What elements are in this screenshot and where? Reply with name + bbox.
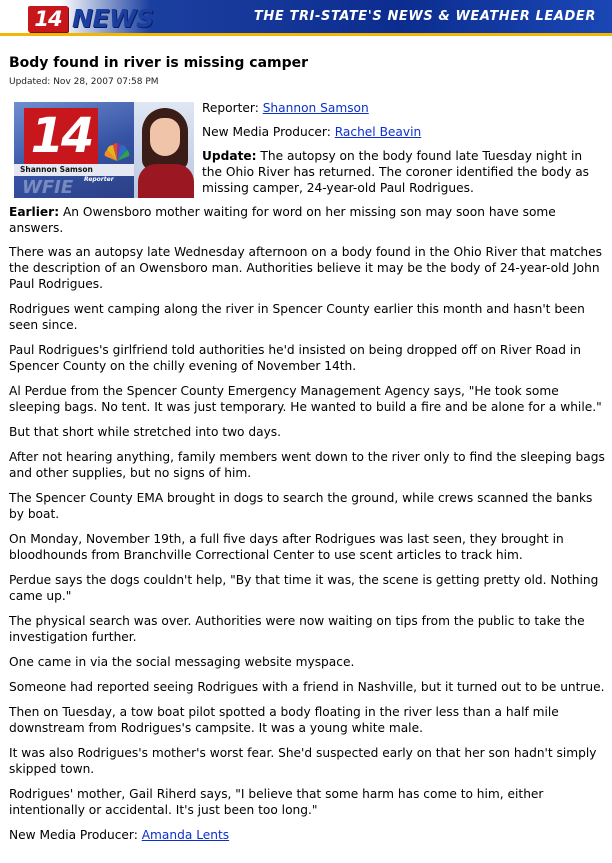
update-label: Update: [202, 149, 257, 163]
updated-timestamp: Updated: Nov 28, 2007 07:58 PM [9, 77, 159, 87]
article-paragraph: Rodrigues went camping along the river in Spencer County earlier this month and hasn't been seen since. [9, 302, 585, 332]
article-paragraph: Al Perdue from the Spencer County Emergency Management Agency says, "He took some sleeping bags. No tent. It was just temporary. He wanted to build a fire and be alone for a while." [9, 384, 602, 414]
reporter-link[interactable]: Shannon Samson [262, 101, 369, 115]
article-title: Body found in river is missing camper [9, 55, 309, 71]
reporter-label: Reporter: [202, 101, 263, 115]
footer-producer-link[interactable]: Amanda Lents [141, 828, 230, 842]
article-paragraph: It was also Rodrigues's mother's worst fear. She'd suspected early on that her son hadn't simply skipped town. [9, 746, 597, 776]
article-paragraph: Someone had reported seeing Rodrigues with a friend in Nashville, but it turned out to be untrue. [9, 680, 605, 694]
article-paragraph: Perdue says the dogs couldn't help, "By that time it was, the scene is getting pretty old. Nothing came up." [9, 573, 599, 603]
producer-link[interactable]: Rachel Beavin [334, 125, 422, 139]
earlier-paragraph [9, 204, 605, 236]
article-paragraph: Then on Tuesday, a tow boat pilot spotted a body floating in the river less than a half mile downstream from Rodrigues's campsite. It was a young white male. [9, 705, 559, 735]
photo-name-strip: Shannon Samson [14, 164, 144, 176]
article-paragraph: Paul Rodrigues's girlfriend told authorities he'd insisted on being dropped off on River Road in Spencer County on the chilly evening of November 14th. [9, 343, 581, 373]
nbc-peacock-icon [104, 142, 130, 162]
station-logo-word[interactable]: NEWS [72, 4, 154, 33]
article-paragraph: But that short while stretched into two days. [9, 425, 282, 439]
footer-producer-label: New Media Producer: [9, 828, 142, 842]
photo-station-number: 14 [24, 108, 98, 164]
photo-role-strip: Reporter [84, 176, 114, 183]
article-paragraph: There was an autopsy late Wednesday afternoon on a body found in the Ohio River that matches the description of an Owensboro man. Authorities believe it may be the body of 24-year-old John Paul Rodrigues. [9, 245, 602, 291]
producer-label: New Media Producer: [202, 125, 335, 139]
article-paragraph: One came in via the social messaging website myspace. [9, 655, 355, 669]
article-lead [9, 100, 605, 244]
header-divider [0, 33, 612, 36]
earlier-text: An Owensboro mother waiting for word on her missing son may soon have some answers. [9, 205, 556, 235]
article-paragraph: The physical search was over. Authorities were now waiting on tips from the public to take the investigation further. [9, 614, 585, 644]
reporter-photo [14, 102, 194, 198]
earlier-label: Earlier: [9, 205, 60, 219]
portrait-jacket [138, 164, 194, 198]
station-logo-number[interactable]: 14 [28, 6, 68, 32]
article-paragraph: After not hearing anything, family members went down to the river only to find the sleeping bags and other supplies, but no signs of him. [9, 450, 605, 480]
article-paragraph: On Monday, November 19th, a full five days after Rodrigues was last seen, they brought in bloodhounds from Branchville Correctional Center to use scent articles to track him. [9, 532, 564, 562]
article [9, 54, 605, 852]
article-paragraph: Rodrigues' mother, Gail Riherd says, "I believe that some harm has come to him, either intentionally or accidental. It's just been too long." [9, 787, 544, 817]
header-tagline: THE TRI-STATE'S NEWS & WEATHER LEADER [253, 9, 596, 24]
photo-watermark: WFIE [22, 177, 74, 198]
portrait-face [150, 118, 180, 156]
header-banner [0, 0, 612, 36]
article-paragraph: The Spencer County EMA brought in dogs to search the ground, while crews scanned the banks by boat. [9, 491, 593, 521]
update-text: The autopsy on the body found late Tuesday night in the Ohio River has returned. The coroner identified the body as missing camper, 24-year-old Paul Rodrigues. [202, 149, 590, 195]
footer-producer-byline [9, 827, 605, 843]
